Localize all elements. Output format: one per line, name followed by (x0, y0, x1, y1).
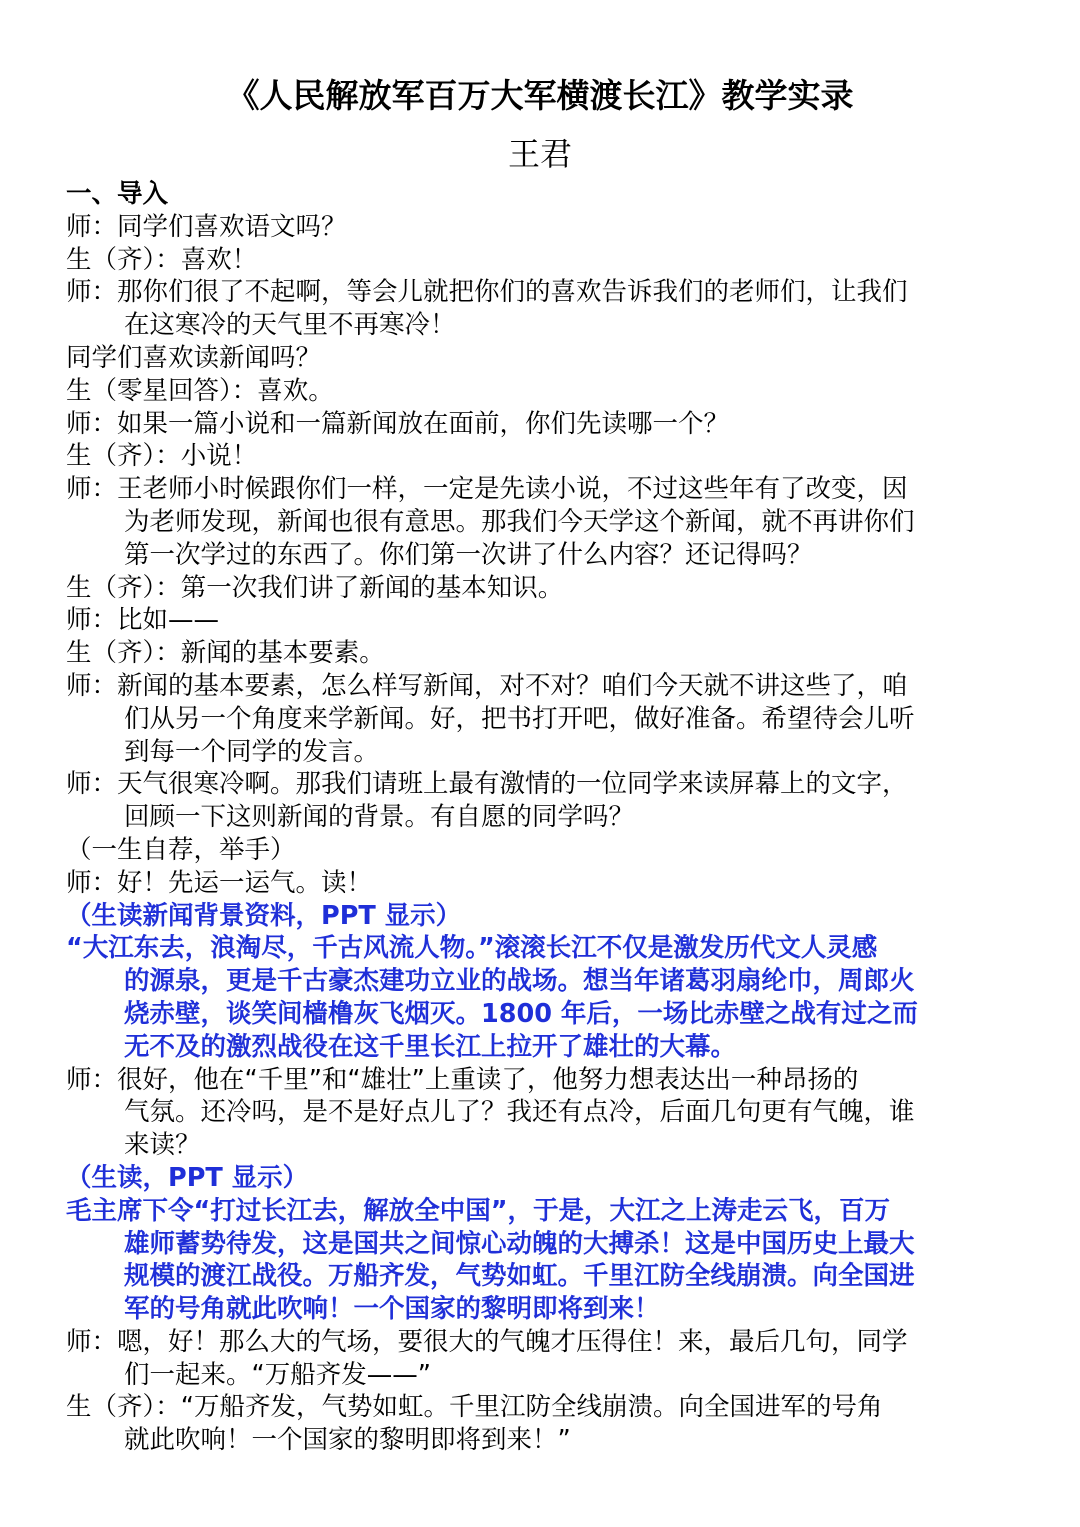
ppt-text-line: 无不及的激烈战役在这千里长江上拉开了雄壮的大幕。 (124, 1031, 737, 1062)
transcript-line: 师：好！先运一运气。读！ (66, 867, 373, 898)
transcript-line: 师：嗯，好！那么大的气场，要很大的气魄才压得住！来，最后几句，同学 (66, 1326, 908, 1357)
ppt-note: （生读新闻背景资料，PPT 显示） (66, 900, 462, 931)
transcript-line: 就此吹响！一个国家的黎明即将到来！” (124, 1425, 571, 1456)
transcript-line: 生（零星回答）：喜欢。 (66, 375, 334, 406)
transcript-line: 在这寒冷的天气里不再寒冷！ (124, 310, 456, 341)
transcript-line: 回顾一下这则新闻的背景。有自愿的同学吗？ (124, 802, 635, 833)
ppt-text-line: 毛主席下令“打过长江去，解放全中国”，于是，大江之上涛走云飞，百万 (66, 1195, 891, 1226)
transcript-line: 生（齐）：“万船齐发，气势如虹。千里江防全线崩溃。向全国进军的号角 (66, 1392, 883, 1423)
ppt-note: （生读，PPT 显示） (66, 1162, 309, 1193)
transcript-line: 同学们喜欢读新闻吗？ (66, 342, 322, 373)
transcript-line: 师：天气很寒冷啊。那我们请班上最有激情的一位同学来读屏幕上的文字， (66, 769, 908, 800)
document-title: 《人民解放军百万大军横渡长江》教学实录 (226, 76, 854, 115)
transcript-line: 师：很好，他在“千里”和“雄壮”上重读了，他努力想表达出一种昂扬的 (66, 1064, 859, 1095)
transcript-line: 师：新闻的基本要素，怎么样写新闻，对不对？咱们今天就不讲这些了，咱 (66, 670, 908, 701)
section-heading: 一、导入 (66, 179, 169, 209)
transcript-line: 师：那你们很了不起啊，等会儿就把你们的喜欢告诉我们的老师们，让我们 (66, 277, 908, 308)
transcript-line: 第一次学过的东西了。你们第一次讲了什么内容？还记得吗？ (124, 539, 813, 570)
ppt-text-line: 规模的渡江战役。万船齐发，气势如虹。千里江防全线崩溃。向全国进 (124, 1261, 915, 1292)
transcript-line: 气氛。还冷吗，是不是好点儿了？我还有点冷，后面几句更有气魄，谁 (124, 1097, 915, 1128)
transcript-line: 生（齐）：新闻的基本要素。 (66, 638, 385, 669)
transcript-line: 师：王老师小时候跟你们一样，一定是先读小说，不过这些年有了改变，因 (66, 474, 908, 505)
ppt-text-line: 雄师蓄势待发，这是国共之间惊心动魄的大搏杀！这是中国历史上最大 (124, 1228, 915, 1259)
transcript-line: 为老师发现，新闻也很有意思。那我们今天学这个新闻，就不再讲你们 (124, 506, 915, 537)
ppt-text-line: “大江东去，浪淘尽，千古风流人物。”滚滚长江不仅是激发历代文人灵感 (66, 933, 878, 964)
ppt-text-line: 烧赤壁，谈笑间樯橹灰飞烟灭。1800 年后，一场比赤壁之战有过之而 (124, 998, 918, 1029)
ppt-text-line: 军的号角就此吹响！一个国家的黎明即将到来！ (124, 1294, 660, 1325)
transcript-line: 师：同学们喜欢语文吗？ (66, 211, 347, 242)
transcript-body (66, 178, 1018, 1457)
transcript-line: 师：比如—— (66, 605, 220, 636)
transcript-line: 生（齐）：喜欢！ (66, 244, 258, 275)
transcript-line: 生（齐）：小说！ (66, 441, 258, 472)
author-name: 王君 (507, 135, 572, 173)
transcript-line: 师：如果一篇小说和一篇新闻放在面前，你们先读哪一个？ (66, 408, 730, 439)
stage-direction: （一生自荐，举手） (66, 834, 296, 865)
transcript-line: 们从另一个角度来学新闻。好，把书打开吧，做好准备。希望待会儿听 (124, 703, 915, 734)
transcript-line: 来读？ (124, 1130, 201, 1161)
transcript-line: 们一起来。“万船齐发——” (124, 1359, 431, 1390)
transcript-line: 生（齐）：第一次我们讲了新闻的基本知识。 (66, 572, 564, 603)
transcript-line: 到每一个同学的发言。 (124, 736, 380, 767)
ppt-text-line: 的源泉，更是千古豪杰建功立业的战场。想当年诸葛羽扇纶巾，周郎火 (124, 966, 915, 997)
